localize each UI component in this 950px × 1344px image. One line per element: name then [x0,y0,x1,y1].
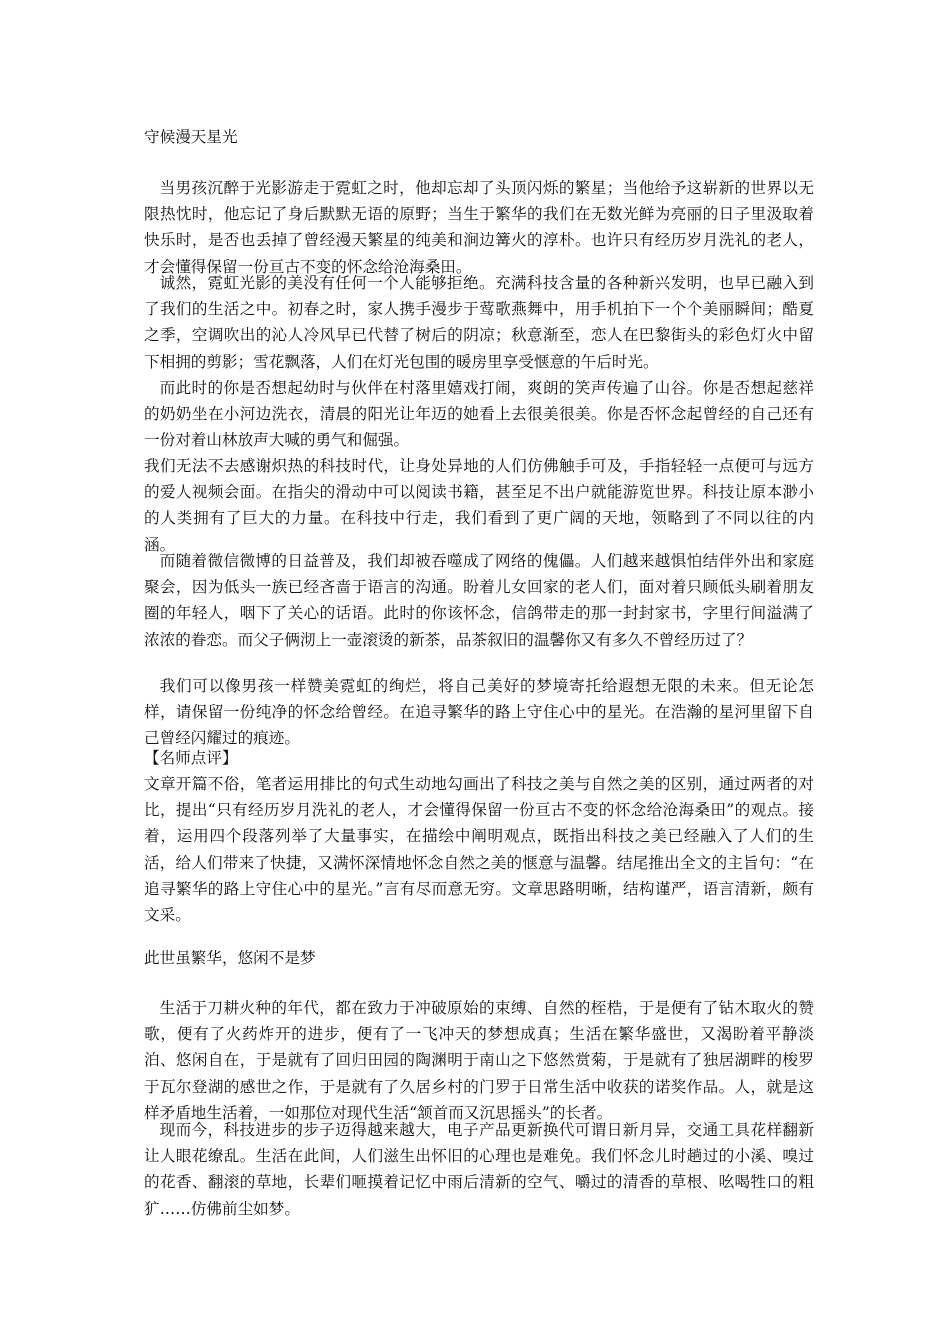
review-heading: 【名师点评】 [144,749,238,767]
essay1-title: 守候漫天星光 [144,128,238,146]
essay1-paragraph-4: 我们无法不去感谢炽热的科技时代，让身处异地的人们仿佛触手可及，手指轻轻一点便可与远方的爱人视频会面。在指尖的滑动中可以阅读书籍，甚至足不出户就能游览世界。科技让原本渺小的人类拥有了巨大的力量。在科技中行走，我们看到了更广阔的天地，领略到了不同以往的内涵。 [144,457,814,554]
essay2-paragraph-2: 现而今，科技进步的步子迈得越来越大，电子产品更新换代可谓日新月异，交通工具花样翻新让人眼花缭乱。生活在此间，人们滋生出怀旧的心理也是难免。我们怀念儿时趟过的小溪、嗅过的花香、翻滚的草地，长辈们咂摸着记忆中雨后清新的空气、嚼过的清香的草根、吆喝牲口的粗犷……仿佛前尘如梦。 [144,1121,814,1218]
review-text: 文章开篇不俗，笔者运用排比的句式生动地勾画出了科技之美与自然之美的区别，通过两者的对比，提出“只有经历岁月洗礼的老人，才会懂得保留一份亘古不变的怀念给沧海桑田”的观点。接着，运用四个段落列举了大量事实，在描绘中阐明观点，既指出科技之美已经融入了人们的生活，给人们带来了快捷，又满怀深情地怀念自然之美的惬意与温馨。结尾推出全文的主旨句：“在追寻繁华的路上守住心中的星光。”言有尽而意无穷。文章思路明晰，结构谨严，语言清新，颇有文采。 [144,775,814,925]
essay1-paragraph-2: 诚然，霓虹光影的美没有任何一个人能够拒绝。充满科技含量的各种新兴发明，也早已融入到了我们的生活之中。初春之时，家人携手漫步于莺歌燕舞中，用手机拍下一个个美丽瞬间；酷夏之季，空调吹出的沁人冷风早已代替了树后的阴凉；秋意渐至，恋人在巴黎街头的彩色灯火中留下相拥的剪影；雪花飘落，人们在灯光包围的暖房里享受惬意的午后时光。 [144,274,814,371]
essay1-paragraph-3: 而此时的你是否想起幼时与伙伴在村落里嬉戏打闹，爽朗的笑声传遍了山谷。你是否想起慈祥的奶奶坐在小河边洗衣，清晨的阳光让年迈的她看上去很美很美。你是否怀念起曾经的自己还有一份对着山林放声大喊的勇气和倔强。 [144,379,814,450]
essay2-title: 此世虽繁华，悠闲不是梦 [144,949,316,967]
essay1-paragraph-6: 我们可以像男孩一样赞美霓虹的绚烂，将自己美好的梦境寄托给遐想无限的未来。但无论怎样，请保留一份纯净的怀念给曾经。在追寻繁华的路上守住心中的星光。在浩瀚的星河里留下自己曾经闪耀过的痕迹。 [144,677,814,748]
essay2-paragraph-1: 生活于刀耕火种的年代，都在致力于冲破原始的束缚、自然的桎梏，于是便有了钻木取火的赞歌，便有了火药炸开的进步，便有了一飞冲天的梦想成真；生活在繁华盛世，又渴盼着平静淡泊、悠闲自在，于是就有了回归田园的陶渊明于南山之下悠然赏菊，于是就有了独居湖畔的梭罗于瓦尔登湖的感世之作，于是就有了久居乡村的门罗于日常生活中收获的诺奖作品。人，就是这样矛盾地生活着，一如那位对现代生活“颔首而又沉思摇头”的长者。 [144,999,814,1122]
essay1-paragraph-1: 当男孩沉醉于光影游走于霓虹之时，他却忘却了头顶闪烁的繁星；当他给予这崭新的世界以无限热忱时，他忘记了身后默默无语的原野；当生于繁华的我们在无数光鲜为亮丽的日子里汲取着快乐时，是否也丢掉了曾经漫天繁星的纯美和涧边篝火的淳朴。也许只有经历岁月洗礼的老人，才会懂得保留一份亘古不变的怀念给沧海桑田。 [144,179,814,276]
essay1-paragraph-5: 而随着微信微博的日益普及，我们却被吞噬成了网络的傀儡。人们越来越惧怕结伴外出和家庭聚会，因为低头一族已经吝啬于语言的沟通。盼着儿女回家的老人们，面对着只顾低头刷着朋友圈的年轻人，咽下了关心的话语。此时的你该怀念，信鸽带走的那一封封家书，字里行间溢满了浓浓的眷恋。而父子俩沏上一壶滚烫的新茶，品茶叙旧的温馨你又有多久不曾经历过了？ [144,552,814,649]
